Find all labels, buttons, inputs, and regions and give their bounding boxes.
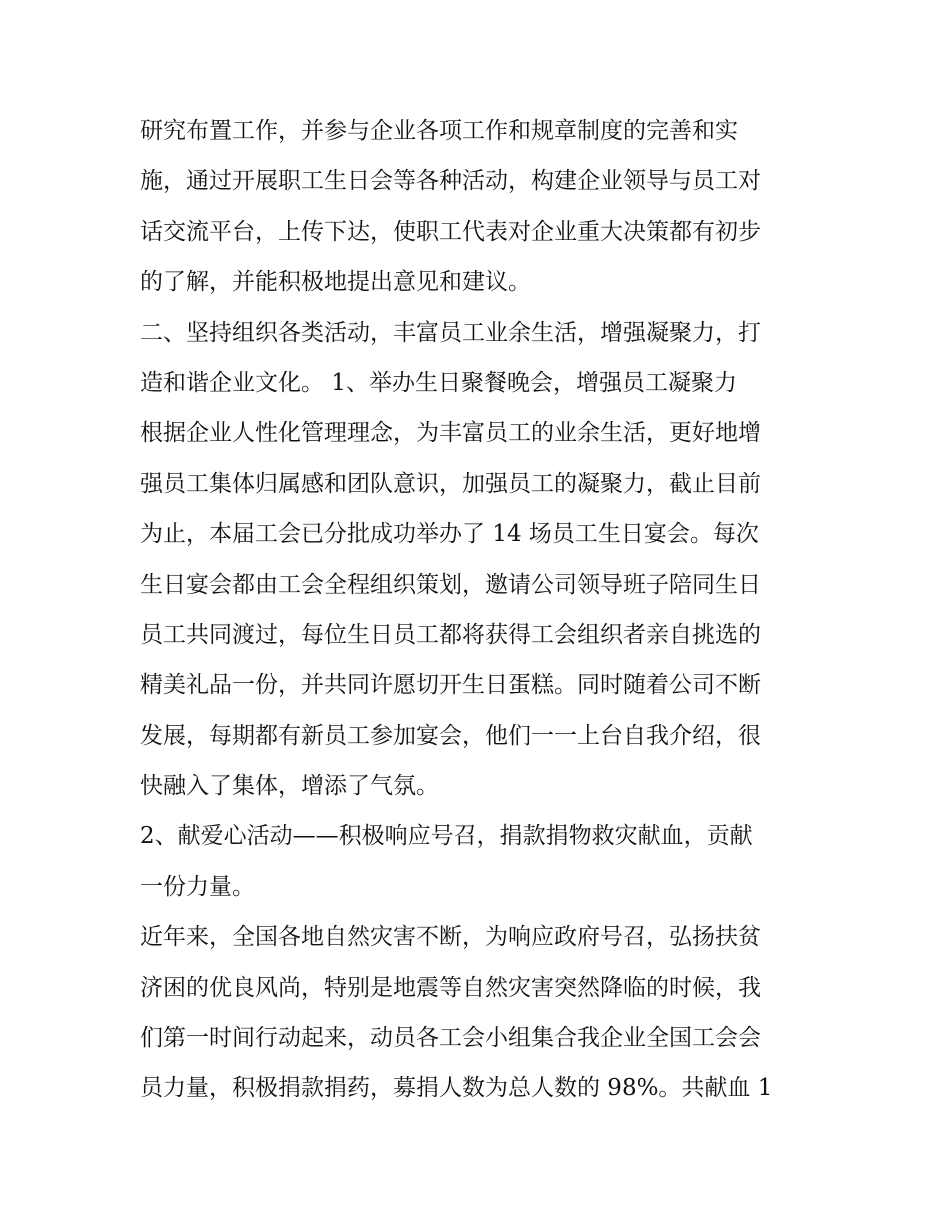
- text-line-4: 的了解，并能积极地提出意见和建议。: [140, 269, 531, 296]
- text-line-9: 为止，本届工会已分批成功举办了 14 场员工生日宴会。每次: [140, 521, 759, 548]
- text-line-6: 造和谐企业文化。 1、举办生日聚餐晚会，增强员工凝聚力: [140, 369, 737, 396]
- text-line-8: 强员工集体归属感和团队意识，加强员工的凝聚力，截止目前: [140, 470, 761, 497]
- text-line-18: 济困的优良风尚，特别是地震等自然灾害突然降临的时候，我: [140, 974, 761, 1001]
- subsection-heading-2: 2、献爱心活动——积极响应号召，捐款捐物救灾献血，贡献: [140, 823, 753, 850]
- text-line-14: 快融入了集体，增添了气氛。: [140, 773, 439, 800]
- text-line-10: 生日宴会都由工会全程组织策划，邀请公司领导班子陪同生日: [140, 571, 761, 598]
- text-line-7: 根据企业人性化管理理念，为丰富员工的业余生活，更好地增: [140, 420, 761, 447]
- text-line-2: 施，通过开展职工生日会等各种活动，构建企业领导与员工对: [140, 168, 761, 195]
- text-line-13: 发展，每期都有新员工参加宴会，他们一一上台自我介绍，很: [140, 722, 761, 749]
- text-line-11: 员工共同渡过，每位生日员工都将获得工会组织者亲自挑选的: [140, 621, 761, 648]
- text-line-19: 们第一时间行动起来，动员各工会小组集合我企业全国工会会: [140, 1025, 761, 1052]
- text-line-1: 研究布置工作，并参与企业各项工作和规章制度的完善和实: [140, 118, 738, 144]
- text-line-12: 精美礼品一份，并共同许愿切开生日蛋糕。同时随着公司不断: [140, 672, 761, 699]
- text-line-20: 员力量，积极捐款捐药，募捐人数为总人数的 98%。共献血 1: [140, 1075, 773, 1102]
- text-line-16: 一份力量。: [140, 873, 255, 900]
- document-body: [140, 106, 812, 1114]
- section-heading-2: 二、坚持组织各类活动，丰富员工业余生活，增强凝聚力，打: [140, 319, 761, 346]
- text-line-17: 近年来，全国各地自然灾害不断，为响应政府号召，弘扬扶贫: [140, 924, 761, 951]
- text-line-3: 话交流平台，上传下达，使职工代表对企业重大决策都有初步: [140, 218, 761, 245]
